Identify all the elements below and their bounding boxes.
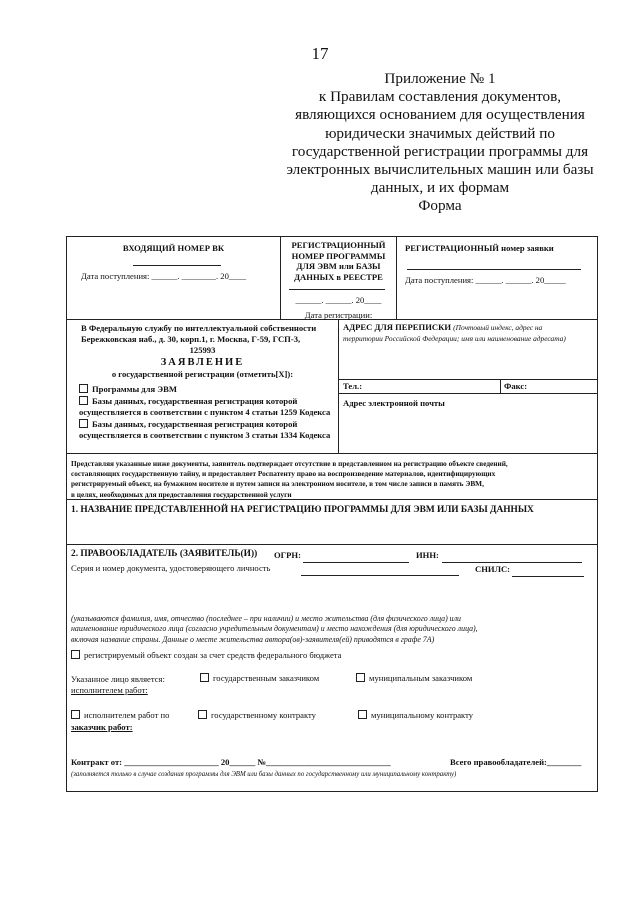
application-form <box>66 236 598 792</box>
inn-field[interactable] <box>442 562 582 563</box>
option-database-1334-line2: осуществляется в соответствии с пунктом 3 статьи 1334 Кодекса <box>79 430 331 440</box>
option-program[interactable]: Программы для ЭВМ <box>79 384 177 395</box>
snils-field[interactable] <box>512 576 584 577</box>
correspondence-note: территории Российской Федерации; имя или наименование адресата) <box>343 334 566 343</box>
header-line: электронных вычислительных машин или базы <box>286 161 594 179</box>
fax-field[interactable]: Факс: <box>504 381 528 391</box>
section-1-title[interactable]: 1. НАЗВАНИЕ ПРЕДСТАВЛЕННОЙ НА РЕГИСТРАЦИЮ ПРОГРАММЫ ДЛЯ ЭВМ ИЛИ БАЗЫ ДАННЫХ <box>71 505 534 515</box>
option-database-1259-line2: осуществляется в соответствии с пунктом 4 статьи 1259 Кодекса <box>79 407 331 417</box>
addressee-line: 125993 <box>189 345 216 355</box>
contract-from-field[interactable]: Контракт от: ______________________ 20______ №_____________________________ <box>71 757 391 767</box>
document-header <box>270 70 610 216</box>
header-line: Приложение № 1 <box>384 70 496 87</box>
id-document-field[interactable] <box>301 575 459 576</box>
registry-number-title: РЕГИСТРАЦИОННЫЙ НОМЕР ПРОГРАММЫ ДЛЯ ЭВМ или БАЗЫ ДАННЫХ в РЕЕСТРЕ <box>291 240 386 282</box>
holder-instructions: (указываются фамилия, имя, отчество (последнее – при наличии) и место жительства (для физического лица) или наименование юридического лица (согласно учредительным документам) и место нахождения (для юридического лица), включая название страны. Данные о месте жительства автора(ов)-заявителя(ей) приводятся в графе 7А) <box>71 614 478 644</box>
consent-notice: Представляя указанные ниже документы, заявитель подтверждает отсутствие в представленном на регистрацию объекте сведений, составляющих государственную тайну, и предоставляет Роспатенту право на воспроизведение материалов, идентифицирующих регистрируемый объект, на бумажном носителе и путем записи на электронном носителе, в том числе записи в память ЭВМ, в целях, необходимых для предоставления государственной услуги <box>71 459 508 499</box>
addressee-line: В Федеральную службу по интеллектуальной собственности <box>81 323 317 333</box>
state-customer-checkbox[interactable] <box>200 673 209 682</box>
header-line: юридически значимых действий по <box>325 124 555 142</box>
registry-date-label: Дата регистрации: <box>304 310 373 320</box>
executor-by-checkbox[interactable] <box>71 710 80 719</box>
executor-by-option[interactable]: исполнителем работ по <box>71 710 169 721</box>
registry-date: ______. ______. 20____ <box>295 295 382 305</box>
person-is-label: Указанное лицо является: <box>71 674 165 684</box>
contract-note: (заполняется только в случае создания программы для ЭВМ или базы данных по государственному или муниципальному контракту) <box>71 771 457 778</box>
header-line: государственной регистрации программы для <box>291 142 589 160</box>
header-line: к Правилам составления документов, <box>318 88 562 106</box>
federal-budget-checkbox[interactable] <box>71 650 80 659</box>
addressee-line: Бережковская наб., д. 30, корп.1, г. Москва, Г-59, ГСП-3, <box>81 334 301 344</box>
works-customer-label: заказчик работ: <box>71 722 133 732</box>
incoming-number-title: ВХОДЯЩИЙ НОМЕР ВК <box>122 243 225 253</box>
works-executor-label: исполнителем работ: <box>71 685 148 695</box>
state-customer-option[interactable]: государственным заказчиком <box>200 673 319 684</box>
statement-title: ЗАЯВЛЕНИЕ <box>160 357 245 368</box>
state-contract-option[interactable]: государственному контракту <box>198 710 316 721</box>
application-number-title: РЕГИСТРАЦИОННЫЙ номер заявки <box>405 243 554 253</box>
header-line: являющихся основанием для осуществления <box>295 106 585 124</box>
incoming-date: Дата поступления: ______. ________. 20____ <box>81 271 247 281</box>
municipal-contract-option[interactable]: муниципальному контракту <box>358 710 473 721</box>
total-holders-field[interactable]: Всего правообладателей:________ <box>450 757 582 767</box>
program-checkbox[interactable] <box>79 384 88 393</box>
page-number: 17 <box>311 44 329 63</box>
ogrn-label: ОГРН: <box>274 550 301 560</box>
tel-field[interactable]: Тел.: <box>343 381 363 391</box>
inn-label: ИНН: <box>416 550 439 560</box>
correspondence-address[interactable]: АДРЕС ДЛЯ ПЕРЕПИСКИ (Почтовый индекс, адрес на <box>343 322 543 332</box>
application-date: Дата поступления: ______. ______. 20_____ <box>405 275 566 285</box>
option-database-1259[interactable]: Базы данных, государственная регистрация которой <box>79 396 297 407</box>
municipal-contract-checkbox[interactable] <box>358 710 367 719</box>
header-line: Форма <box>418 197 462 215</box>
federal-budget-option[interactable]: регистрируемый объект создан за счет средств федерального бюджета <box>71 650 341 661</box>
header-line: данных, и их формам <box>370 179 510 197</box>
id-document-label: Серия и номер документа, удостоверяющего личность <box>71 563 271 573</box>
email-field[interactable]: Адрес электронной почты <box>343 398 445 408</box>
database-1259-checkbox[interactable] <box>79 396 88 405</box>
statement-subtitle: о государственной регистрации (отметить[X]): <box>111 369 294 379</box>
state-contract-checkbox[interactable] <box>198 710 207 719</box>
municipal-customer-checkbox[interactable] <box>356 673 365 682</box>
snils-label: СНИЛС: <box>475 564 511 574</box>
ogrn-field[interactable] <box>303 562 409 563</box>
municipal-customer-option[interactable]: муниципальным заказчиком <box>356 673 472 684</box>
database-1334-checkbox[interactable] <box>79 419 88 428</box>
option-database-1334[interactable]: Базы данных, государственная регистрация которой <box>79 419 297 430</box>
section-2-title: 2. ПРАВООБЛАДАТЕЛЬ (ЗАЯВИТЕЛЬ(И)) <box>71 549 258 559</box>
